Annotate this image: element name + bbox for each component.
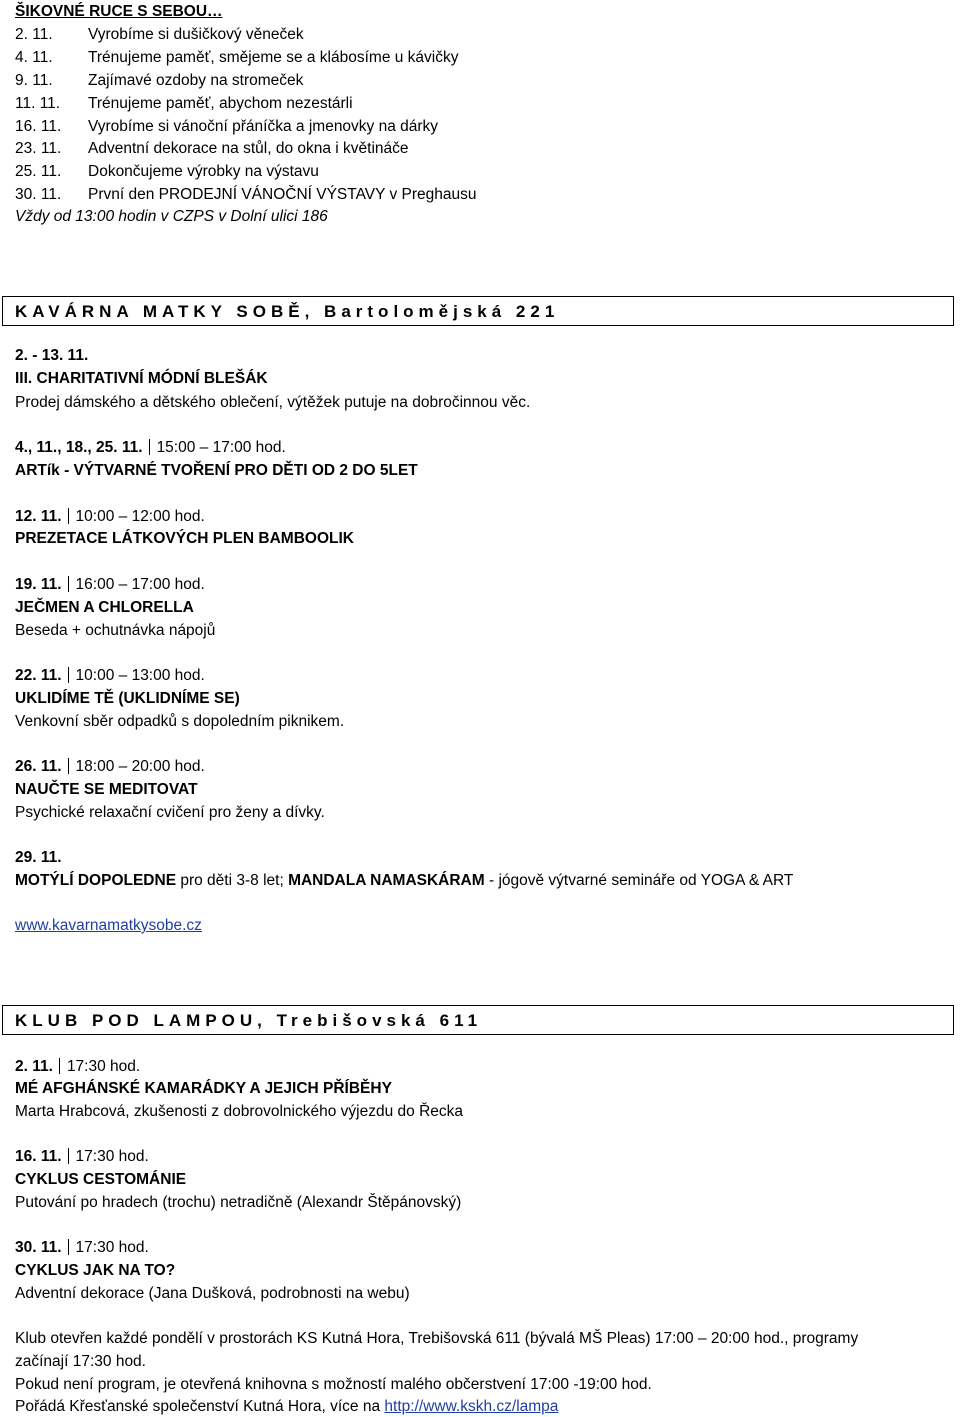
event-desc: Adventní dekorace (Jana Dušková, podrobnosti na webu) — [15, 1285, 410, 1302]
event-date: 29. 11. — [15, 849, 62, 866]
item-date: 2. 11. — [15, 26, 53, 43]
list-item — [15, 162, 319, 182]
event-time: 17:30 hod. — [66, 1058, 141, 1075]
klub-web-link[interactable]: http://www.kskh.cz/lampa — [384, 1398, 559, 1415]
event-desc: Marta Hrabcová, zkušenosti z dobrovolnického výjezdu do Řecka — [15, 1103, 464, 1120]
event-date: 30. 11. — [15, 1239, 62, 1256]
sikovne-note: Vždy od 13:00 hodin v CZPS v Dolní ulici 186 — [15, 208, 328, 225]
event-title: ARTík - VÝTVARNÉ TVOŘENÍ PRO DĚTI OD 2 DO 5LET — [15, 462, 418, 479]
event-date: 2. 11. — [15, 1058, 53, 1075]
event-datetime — [15, 1057, 140, 1077]
item-text: Vyrobíme si dušičkový věneček — [88, 26, 304, 43]
event-datetime — [15, 1238, 149, 1258]
separator — [68, 576, 69, 592]
list-item — [15, 71, 303, 91]
separator — [149, 439, 150, 455]
section-title-sikovne: ŠIKOVNÉ RUCE S SEBOU… — [15, 3, 223, 20]
event-title: JEČMEN A CHLORELLA — [15, 599, 194, 616]
list-item — [15, 94, 353, 114]
event-time: 15:00 – 17:00 hod. — [156, 439, 286, 456]
event-datetime — [15, 1147, 149, 1167]
event-time: 10:00 – 12:00 hod. — [75, 508, 205, 525]
list-item — [15, 25, 304, 45]
item-date: 16. 11. — [15, 118, 62, 135]
event-desc: Putování po hradech (trochu) netradičně (Alexandr Štěpánovský) — [15, 1194, 462, 1211]
event-desc: Venkovní sběr odpadků s dopoledním piknikem. — [15, 713, 345, 730]
event-date: 26. 11. — [15, 758, 62, 775]
event-date: 16. 11. — [15, 1148, 62, 1165]
section-header-klub: KLUB POD LAMPOU, Trebišovská 611 — [2, 1005, 954, 1035]
item-text: Vyrobíme si vánoční přáníčka a jmenovky na dárky — [88, 118, 439, 135]
event-title-part: MOTÝLÍ DOPOLEDNE — [15, 872, 177, 889]
item-date: 11. 11. — [15, 95, 61, 112]
item-date: 30. 11. — [15, 186, 62, 203]
list-item — [15, 139, 409, 159]
event-time: 17:30 hod. — [75, 1239, 149, 1256]
item-text: Zajímavé ozdoby na stromeček — [88, 72, 304, 89]
item-date: 25. 11. — [15, 163, 62, 180]
event-title: CYKLUS CESTOMÁNIE — [15, 1171, 187, 1188]
event-title-part: MANDALA NAMASKÁRAM — [288, 872, 485, 889]
event-title: CYKLUS JAK NA TO? — [15, 1262, 176, 1279]
item-text: První den PRODEJNÍ VÁNOČNÍ VÝSTAVY v Preghausu — [88, 186, 477, 203]
item-text: Trénujeme paměť, abychom nezestárli — [88, 95, 353, 112]
klub-info: Pořádá Křesťanské společenství Kutná Hora, více na — [15, 1398, 385, 1415]
separator — [59, 1058, 60, 1074]
event-title-part: - jógově výtvarné semináře od YOGA & ART — [484, 872, 794, 889]
klub-info: Klub otevřen každé pondělí v prostorách KS Kutná Hora, Trebišovská 611 (bývalá MŠ Pleas) 17:00 – 20:00 hod., programy — [15, 1330, 859, 1347]
separator — [68, 1239, 69, 1255]
separator — [68, 508, 69, 524]
item-date: 4. 11. — [15, 49, 53, 66]
list-item — [15, 185, 477, 205]
item-text: Adventní dekorace na stůl, do okna i květináče — [88, 140, 409, 157]
event-datetime — [15, 438, 286, 458]
klub-info: Pokud není program, je otevřená knihovna s možností malého občerstvení 17:00 -19:00 hod. — [15, 1376, 652, 1393]
event-date: 22. 11. — [15, 667, 62, 684]
event-title-part: pro děti 3-8 let; — [176, 872, 289, 889]
section-header-kavarna: KAVÁRNA MATKY SOBĚ, Bartolomějská 221 — [2, 296, 954, 326]
separator — [68, 667, 69, 683]
klub-info: začínají 17:30 hod. — [15, 1353, 146, 1370]
klub-organizer — [15, 1397, 558, 1417]
event-desc: Beseda + ochutnávka nápojů — [15, 622, 216, 639]
event-title: MÉ AFGHÁNSKÉ KAMARÁDKY A JEJICH PŘÍBĚHY — [15, 1080, 392, 1097]
item-date: 23. 11. — [15, 140, 62, 157]
event-desc: Prodej dámského a dětského oblečení, výtěžek putuje na dobročinnou věc. — [15, 394, 531, 411]
event-time: 16:00 – 17:00 hod. — [75, 576, 205, 593]
event-title: PREZETACE LÁTKOVÝCH PLEN BAMBOOLIK — [15, 530, 354, 547]
event-datetime — [15, 507, 205, 527]
event-title: III. CHARITATIVNÍ MÓDNÍ BLEŠÁK — [15, 370, 268, 387]
event-time: 17:30 hod. — [75, 1148, 149, 1165]
item-date: 9. 11. — [15, 72, 53, 89]
separator — [68, 1148, 69, 1164]
item-text: Trénujeme paměť, smějeme se a klábosíme u kávičky — [88, 49, 459, 66]
separator — [68, 758, 69, 774]
list-item — [15, 117, 438, 137]
event-title — [15, 871, 793, 891]
item-text: Dokončujeme výrobky na výstavu — [88, 163, 319, 180]
kavarna-web-link[interactable]: www.kavarnamatkysobe.cz — [15, 917, 202, 934]
event-title: NAUČTE SE MEDITOVAT — [15, 781, 198, 798]
event-date: 2. - 13. 11. — [15, 347, 89, 364]
event-datetime — [15, 666, 205, 686]
event-datetime — [15, 575, 205, 595]
event-time: 18:00 – 20:00 hod. — [75, 758, 205, 775]
event-title: UKLIDÍME TĚ (UKLIDNÍME SE) — [15, 690, 240, 707]
event-date: 4., 11., 18., 25. 11. — [15, 439, 143, 456]
event-date: 12. 11. — [15, 508, 62, 525]
event-time: 10:00 – 13:00 hod. — [75, 667, 205, 684]
list-item — [15, 48, 459, 68]
event-datetime — [15, 757, 205, 777]
event-date: 19. 11. — [15, 576, 62, 593]
event-desc: Psychické relaxační cvičení pro ženy a dívky. — [15, 804, 325, 821]
